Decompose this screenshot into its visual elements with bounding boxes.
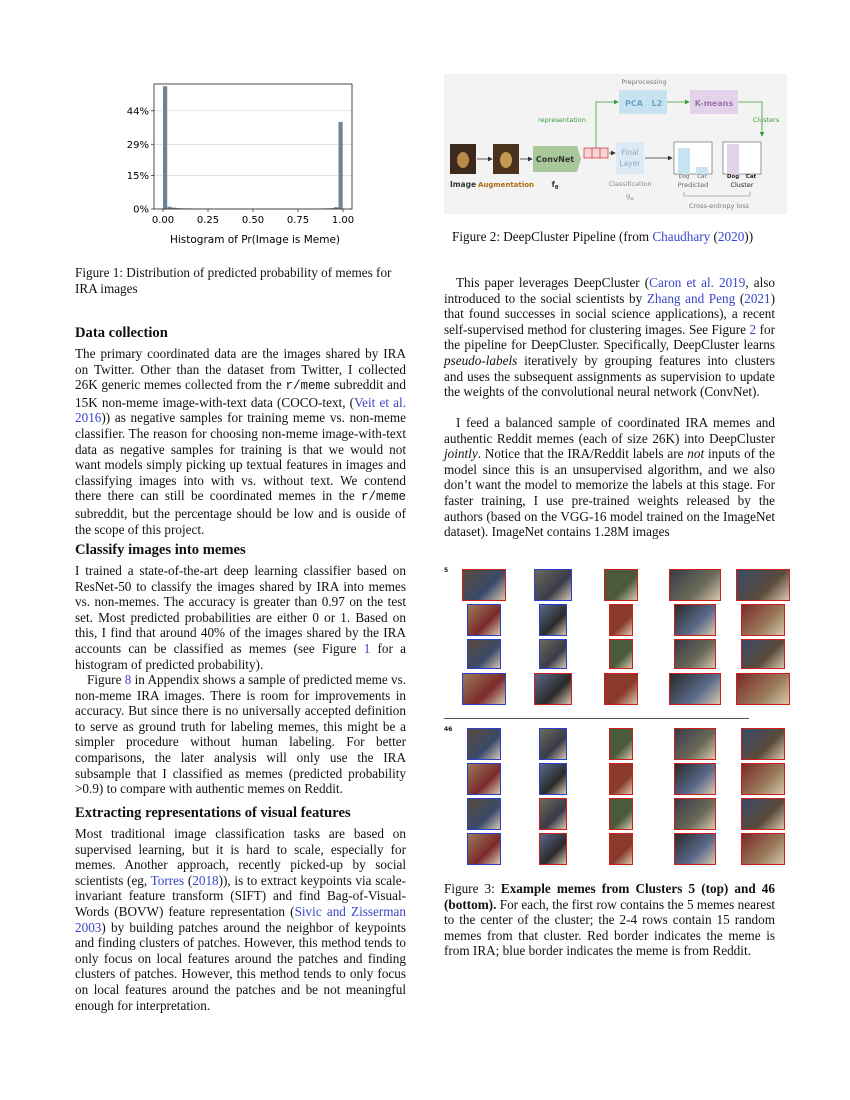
histogram-y-tick-label: 15% <box>126 171 149 183</box>
meme-thumbnail <box>609 639 633 669</box>
paragraph-classify-1: I trained a state-of-the-art deep learning classifier based on ResNet-50 to classify the images shared by IRA into memes vs. non-memes. The accuracy is greater than 0.97 on the test set. Most predicted probabilities are either 0 or 1. Based on this, I find that around 40% of the images shared by the IRA accounts can be classified as memes (see Figure 1 for a histogram of predicted probability). <box>75 563 407 672</box>
histogram-x-tick-label: 1.00 <box>331 215 355 226</box>
figure2-caption: Figure 2: DeepCluster Pipeline (from Chaudhary (2020)) <box>452 229 754 244</box>
meme-thumbnail <box>741 604 785 636</box>
meme-thumbnail <box>539 798 567 830</box>
cluster-46-label: 46 <box>444 726 453 733</box>
cluster-divider <box>444 718 749 719</box>
meme-thumbnail <box>741 833 785 865</box>
final-layer-label-2: Layer <box>619 159 641 168</box>
code-r-meme: r/meme <box>285 379 331 394</box>
preprocessing-label: Preprocessing <box>621 78 667 86</box>
cat-label-cluster: Cat <box>745 174 757 180</box>
final-layer-label-1: Final <box>621 148 639 157</box>
kmeans-label: K-means <box>694 99 734 108</box>
ref-figure-8[interactable]: 8 <box>124 672 132 687</box>
histogram-bar <box>339 122 343 209</box>
predicted-bar-dog <box>678 148 690 174</box>
clusters-label: Clusters <box>752 116 780 124</box>
meme-thumbnail <box>736 673 790 705</box>
meme-thumbnail <box>736 569 790 601</box>
meme-thumbnail <box>609 604 633 636</box>
meme-thumbnail <box>674 763 716 795</box>
meme-thumbnail <box>467 763 501 795</box>
ref-torres[interactable]: Torres <box>150 872 185 888</box>
meme-thumbnail <box>669 569 721 601</box>
histogram-y-tick-label: 0% <box>133 204 149 216</box>
ref-chaudhary-year[interactable]: 2020 <box>717 229 745 244</box>
ref-figure-1[interactable]: 1 <box>363 640 371 656</box>
meme-thumbnail <box>467 833 501 865</box>
meme-thumbnail <box>674 639 716 669</box>
histogram-y-ticks <box>127 106 154 215</box>
code-r-meme-2: r/meme <box>360 490 406 505</box>
meme-thumbnail <box>467 728 501 760</box>
augmented-image-face <box>500 152 512 168</box>
meme-thumbnail <box>467 798 501 830</box>
histogram-x-tick-label: 0.50 <box>241 215 265 226</box>
cross-entropy-label: Cross-entropy loss <box>689 202 749 210</box>
cat-label-predicted: Cat <box>697 174 707 180</box>
ref-chaudhary[interactable]: Chaudhary <box>652 229 711 244</box>
ref-veit[interactable]: Veit et al. 2016 <box>75 394 406 426</box>
convnet-label: ConvNet <box>535 155 575 164</box>
meme-thumbnail <box>534 569 572 601</box>
heading-extracting: Extracting representations of visual features <box>75 805 351 821</box>
histogram-grid <box>154 111 352 209</box>
meme-thumbnail <box>741 798 785 830</box>
meme-thumbnail <box>609 728 633 760</box>
cluster-bar-dog <box>727 144 739 174</box>
meme-thumbnail <box>539 728 567 760</box>
classification-label: Classification <box>608 180 652 188</box>
histogram-bars <box>163 86 343 209</box>
figure1-caption: Figure 1: Distribution of predicted probability of memes for IRA images <box>75 265 392 296</box>
f-theta-label: $f_\theta$ <box>551 180 559 191</box>
meme-thumbnail <box>539 833 567 865</box>
meme-thumbnail <box>674 604 716 636</box>
paragraph-deepcluster-1: This paper leverages DeepCluster (Caron et al. 2019, also introduced to the social scientists by Zhang and Peng (2021) that found successes in social science applications), a recent self-supervised method for clustering images. See Figure 2 for the pipeline for DeepCluster. Specifically, DeepCluster learns pseudo-labels iteratively by grouping features into clusters and uses the subsequent assignments as supervision to update the weights of the convolutional neural network (ConvNet). <box>444 275 775 400</box>
meme-thumbnail <box>467 639 501 669</box>
ref-zhang-peng[interactable]: Zhang and Peng <box>646 290 736 306</box>
heading-classify: Classify images into memes <box>75 542 246 558</box>
histogram-x-ticks <box>152 209 354 226</box>
histogram-x-tick-label: 0.75 <box>286 215 310 226</box>
histogram-y-tick-label: 29% <box>126 139 149 151</box>
meme-thumbnail <box>741 639 785 669</box>
cluster-examples-figure <box>444 565 774 880</box>
meme-thumbnail <box>674 728 716 760</box>
meme-thumbnail <box>462 569 506 601</box>
ref-sivic[interactable]: Sivic and Zisserman 2003 <box>75 903 406 935</box>
cross-entropy-bracket <box>684 192 750 196</box>
l2-label: L2 <box>651 99 663 108</box>
meme-thumbnail <box>539 604 567 636</box>
paragraph-data-collection: The primary coordinated data are the images shared by IRA on Twitter. Other than the dataset from Twitter, I collected 26K generic memes collected from the r/meme subreddit and 15K non-meme image-with-text data (COCO-text, (Veit et al. 2016)) as negative samples for training meme vs. non-meme classifier. The reason for choosing non-meme image-with-text data as negative samples for training is that we would not want models simply picking up textual features in images and classifying images into with vs. without text. We contend there there can still be coordinated memes in the r/meme subreddit, but the percentage should be low and is ouside of the scope of this project. <box>75 346 406 537</box>
ref-torres-year[interactable]: 2018 <box>192 872 219 888</box>
g-w-label: $g_w$ <box>626 192 634 202</box>
histogram-frame <box>154 84 352 209</box>
ref-zhang-peng-year[interactable]: 2021 <box>744 290 771 306</box>
meme-thumbnail <box>674 833 716 865</box>
augmentation-label: Augmentation <box>477 181 535 189</box>
representation-label: representation <box>538 116 586 124</box>
meme-thumbnail <box>674 798 716 830</box>
meme-thumbnail <box>741 763 785 795</box>
meme-thumbnail <box>604 673 638 705</box>
histogram-y-tick-label: 44% <box>126 106 149 118</box>
paragraph-classify-2: Figure 8 in Appendix shows a sample of predicted meme vs. non-meme IRA images. There is room for improvements in accuracy. But since there is no universally accepted definition to serve as ground truth for labeling memes, this might be a simpler procedure without human labeling. For better comparisons, the later analysis will only use the IRA subsample that I classified as memes (predicted probability >0.9) to compare with authentic memes on Reddit. <box>75 672 407 797</box>
meme-thumbnail <box>539 639 567 669</box>
representation-arrow <box>596 102 618 148</box>
meme-thumbnail <box>604 569 638 601</box>
pca-label: PCA <box>625 99 643 108</box>
image-label: Image <box>449 180 477 189</box>
meme-thumbnail <box>609 763 633 795</box>
input-image-face <box>457 152 469 168</box>
heading-data-collection: Data collection <box>75 325 168 341</box>
histogram-x-label: Histogram of Pr(Image is Meme) <box>169 234 341 246</box>
paragraph-extracting: Most traditional image classification tasks are based on supervised learning, but it is hard to scale, especially for memes. Another approach, recently picked-up by social scientists (eg, Torres (2018)), is to extract keypoints via scale-invariant feature transform (SIFT) and find Bag-of-Visual-Words (BOVW) feature representation (Sivic and Zisserman 2003) by building patches around the neighbor of keypoints and finding clusters of patches. However, this method tends to only focus on local features around the patches and finding clusters of patches. However, this method tends to only focus on local features around the patches and be not meaningful enough for interpretation. <box>75 826 406 1013</box>
meme-thumbnail <box>741 728 785 760</box>
feature-vector <box>584 148 608 158</box>
paragraph-deepcluster-2: I feed a balanced sample of coordinated IRA memes and authentic Reddit memes (each of size 26K) into DeepCluster jointly. Notice that the IRA/Reddit labels are not inputs of the model since this is an unsupervised algorithm, and we also don’t want the model to memorize the labels at this stage. For faster training, I use pre-trained weights released by the authors (based on the VGG-16 model trained on the ImageNet dataset). ImageNet contains 1.28M images <box>444 415 776 540</box>
cluster-5-label: 5 <box>444 567 449 574</box>
predicted-bar-cat <box>696 167 708 174</box>
meme-thumbnail <box>669 673 721 705</box>
dog-label-predicted: Dog <box>678 174 690 180</box>
predicted-label: Predicted <box>677 181 709 189</box>
histogram-x-tick-label: 0.00 <box>151 215 175 226</box>
meme-thumbnail <box>467 604 501 636</box>
dog-label-cluster: Dog <box>726 174 740 180</box>
cluster-label: Cluster <box>730 181 754 189</box>
meme-thumbnail <box>609 798 633 830</box>
histogram-chart <box>118 78 368 253</box>
figure3-caption: Figure 3: Example memes from Clusters 5 (top) and 46 (bottom). For each, the first row contains the 5 memes nearest to the center of the cluster; the 2-4 rows contain 15 random memes from that cluster. Red border indicates the meme is from IRA; blue border indicates the meme is from Reddit. <box>444 881 775 959</box>
meme-thumbnail <box>609 833 633 865</box>
meme-thumbnail <box>534 673 572 705</box>
histogram-bar <box>163 86 167 209</box>
histogram-x-tick-label: 0.25 <box>196 215 220 226</box>
meme-thumbnail <box>462 673 506 705</box>
meme-thumbnail <box>539 763 567 795</box>
ref-figure-2[interactable]: 2 <box>749 321 757 337</box>
deepcluster-diagram <box>444 74 787 214</box>
ref-caron[interactable]: Caron et al. 2019 <box>649 275 746 290</box>
final-layer-box <box>616 142 644 174</box>
